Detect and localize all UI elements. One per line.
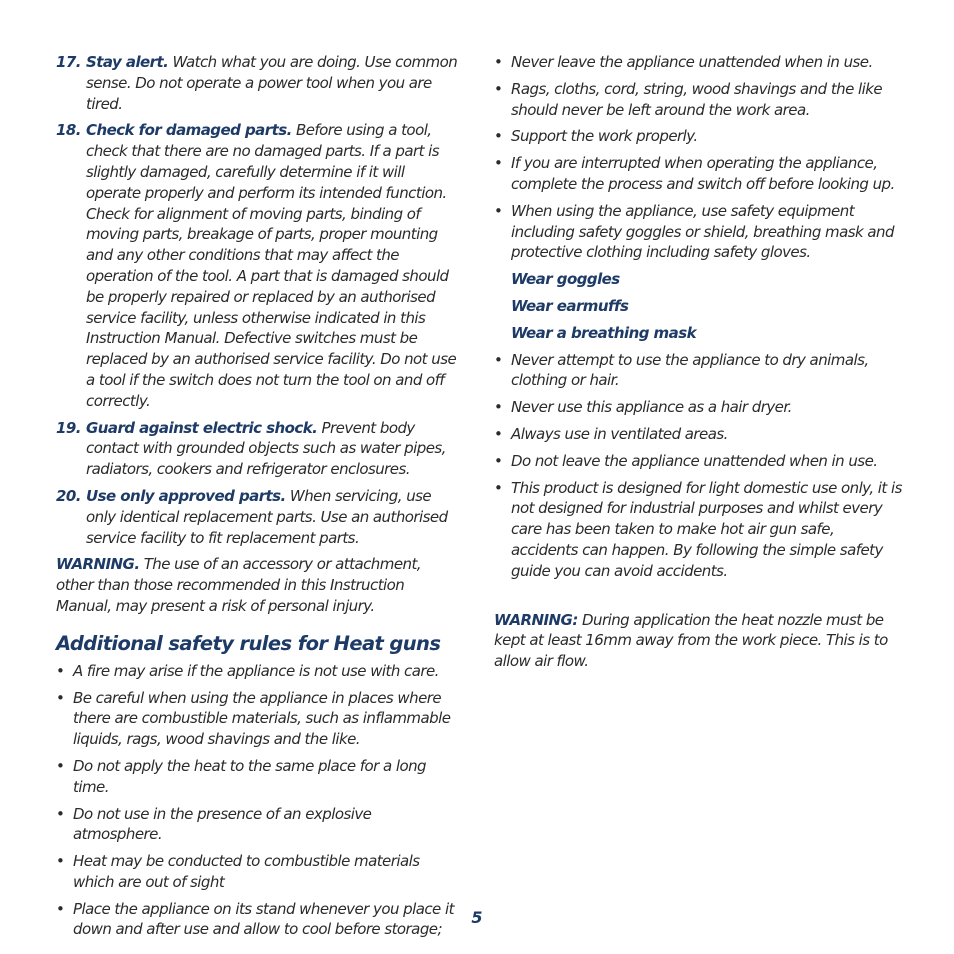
- bullet-dot: •: [56, 852, 65, 871]
- item-title: Stay alert.: [86, 53, 169, 71]
- ppe-breathing-mask: Wear a breathing mask: [511, 323, 697, 342]
- section-heading: Additional safety rules for Heat guns: [56, 631, 441, 655]
- bullet-item: • Always use in ventilated areas.: [494, 424, 728, 443]
- bullet-item: • When using the appliance, use safety equipment including safety goggles or shield, breathing mask and protective clothing including safety gloves.: [494, 201, 894, 262]
- numbered-item-17: [56, 52, 462, 114]
- bullet-item: • Never use this appliance as a hair dryer.: [494, 398, 792, 417]
- ppe-goggles: Wear goggles: [511, 270, 620, 289]
- bullet-dot: •: [494, 53, 503, 71]
- bullet-dot: •: [56, 688, 65, 707]
- bullet-item: • Be careful when using the appliance in places where there are combustible materials, such as inflammable liquids, rags, wood shavings and the like.: [56, 688, 451, 749]
- item-title: Use only approved parts.: [86, 486, 286, 505]
- warning-label: WARNING:: [494, 610, 578, 629]
- item-number: 18.: [56, 121, 81, 140]
- item-number: 20.: [56, 486, 81, 505]
- bullet-dot: •: [494, 127, 503, 146]
- item-body: When servicing, use only identical replacement parts. Use an authorised service facility to fit replacement parts.: [86, 486, 448, 547]
- warning-label: WARNING.: [56, 555, 140, 574]
- bullet-item: • If you are interrupted when operating the appliance, complete the process and switch off before looking up.: [494, 154, 895, 193]
- bullet-item: • Do not leave the appliance unattended when in use.: [494, 451, 878, 470]
- bullet-dot: •: [494, 451, 503, 470]
- bullet-dot: •: [494, 350, 503, 369]
- bullet-item: • Rags, cloths, cord, string, wood shavings and the like should never be left around the work area.: [494, 79, 883, 119]
- bullet-item: • Do not use in the presence of an explosive atmosphere.: [56, 804, 372, 844]
- bullet-dot: •: [56, 756, 65, 775]
- warning-text: The use of an accessory or attachment, other than those recommended in this Instruction Manual, may present a risk of personal injury.: [56, 555, 422, 615]
- bullet-dot: •: [56, 661, 65, 680]
- right-column: [494, 52, 904, 678]
- item-title: Guard against electric shock.: [86, 418, 318, 437]
- bullet-dot: •: [56, 804, 65, 823]
- left-column: [56, 52, 462, 946]
- bullet-dot: •: [494, 201, 503, 220]
- item-title: Check for damaged parts.: [86, 121, 292, 140]
- bullet-item: • A fire may arise if the appliance is not use with care.: [56, 661, 439, 680]
- numbered-item-20: [56, 486, 462, 548]
- warning-heat-nozzle: [494, 610, 904, 672]
- bullet-item: • Place the appliance on its stand whenever you place it down and after use and allow to cool before storage;: [56, 899, 454, 939]
- item-body: Before using a tool, check that there are no damaged parts. If a part is slightly damaged, carefully determine if it will operate properly and perform its intended function. Check for alignment of moving parts, binding of moving parts, breakage of parts, proper mounting and any other conditions that may affect the operation of the tool. A part that is damaged should be properly repaired or replaced by an authorised service facility, unless otherwise indicated in this Instruction Manual. Defective switches must be replaced by an authorised service facility. Do not use a tool if the switch does not turn the tool on and off correctly.: [86, 121, 457, 410]
- ppe-earmuffs: Wear earmuffs: [511, 296, 629, 315]
- bullet-dot: •: [494, 478, 503, 497]
- bullet-item: • Never attempt to use the appliance to dry animals, clothing or hair.: [494, 350, 869, 390]
- numbered-item-18: [56, 120, 462, 411]
- bullet-dot: •: [494, 154, 503, 173]
- item-number: 17.: [56, 53, 81, 71]
- bullet-item: • Heat may be conducted to combustible materials which are out of sight: [56, 852, 420, 891]
- item-body: Prevent body contact with grounded objects such as water pipes, radiators, cookers and refrigerator enclosures.: [86, 418, 446, 479]
- bullet-dot: •: [56, 899, 65, 918]
- bullet-dot: •: [494, 79, 503, 98]
- warning-accessory: [56, 554, 462, 616]
- page-number: 5: [471, 908, 483, 927]
- bullet-item: • Do not apply the heat to the same place for a long time.: [56, 756, 427, 796]
- item-body: Watch what you are doing. Use common sense. Do not operate a power tool when you are tired.: [86, 53, 458, 113]
- bullet-item: • Support the work properly.: [494, 127, 698, 146]
- bullet-item: • Never leave the appliance unattended when in use.: [494, 53, 873, 71]
- numbered-item-19: [56, 418, 462, 480]
- item-number: 19.: [56, 418, 81, 437]
- warning-text: During application the heat nozzle must be kept at least 16mm away from the work piece. This is to allow air flow.: [494, 610, 888, 671]
- bullet-dot: •: [494, 398, 503, 417]
- bullet-dot: •: [494, 424, 503, 443]
- bullet-item: • This product is designed for light domestic use only, it is not designed for industrial purposes and whilst every care has been taken to make hot air gun safe, accidents can happen. By following the simple safety guide you can avoid accidents.: [494, 478, 902, 580]
